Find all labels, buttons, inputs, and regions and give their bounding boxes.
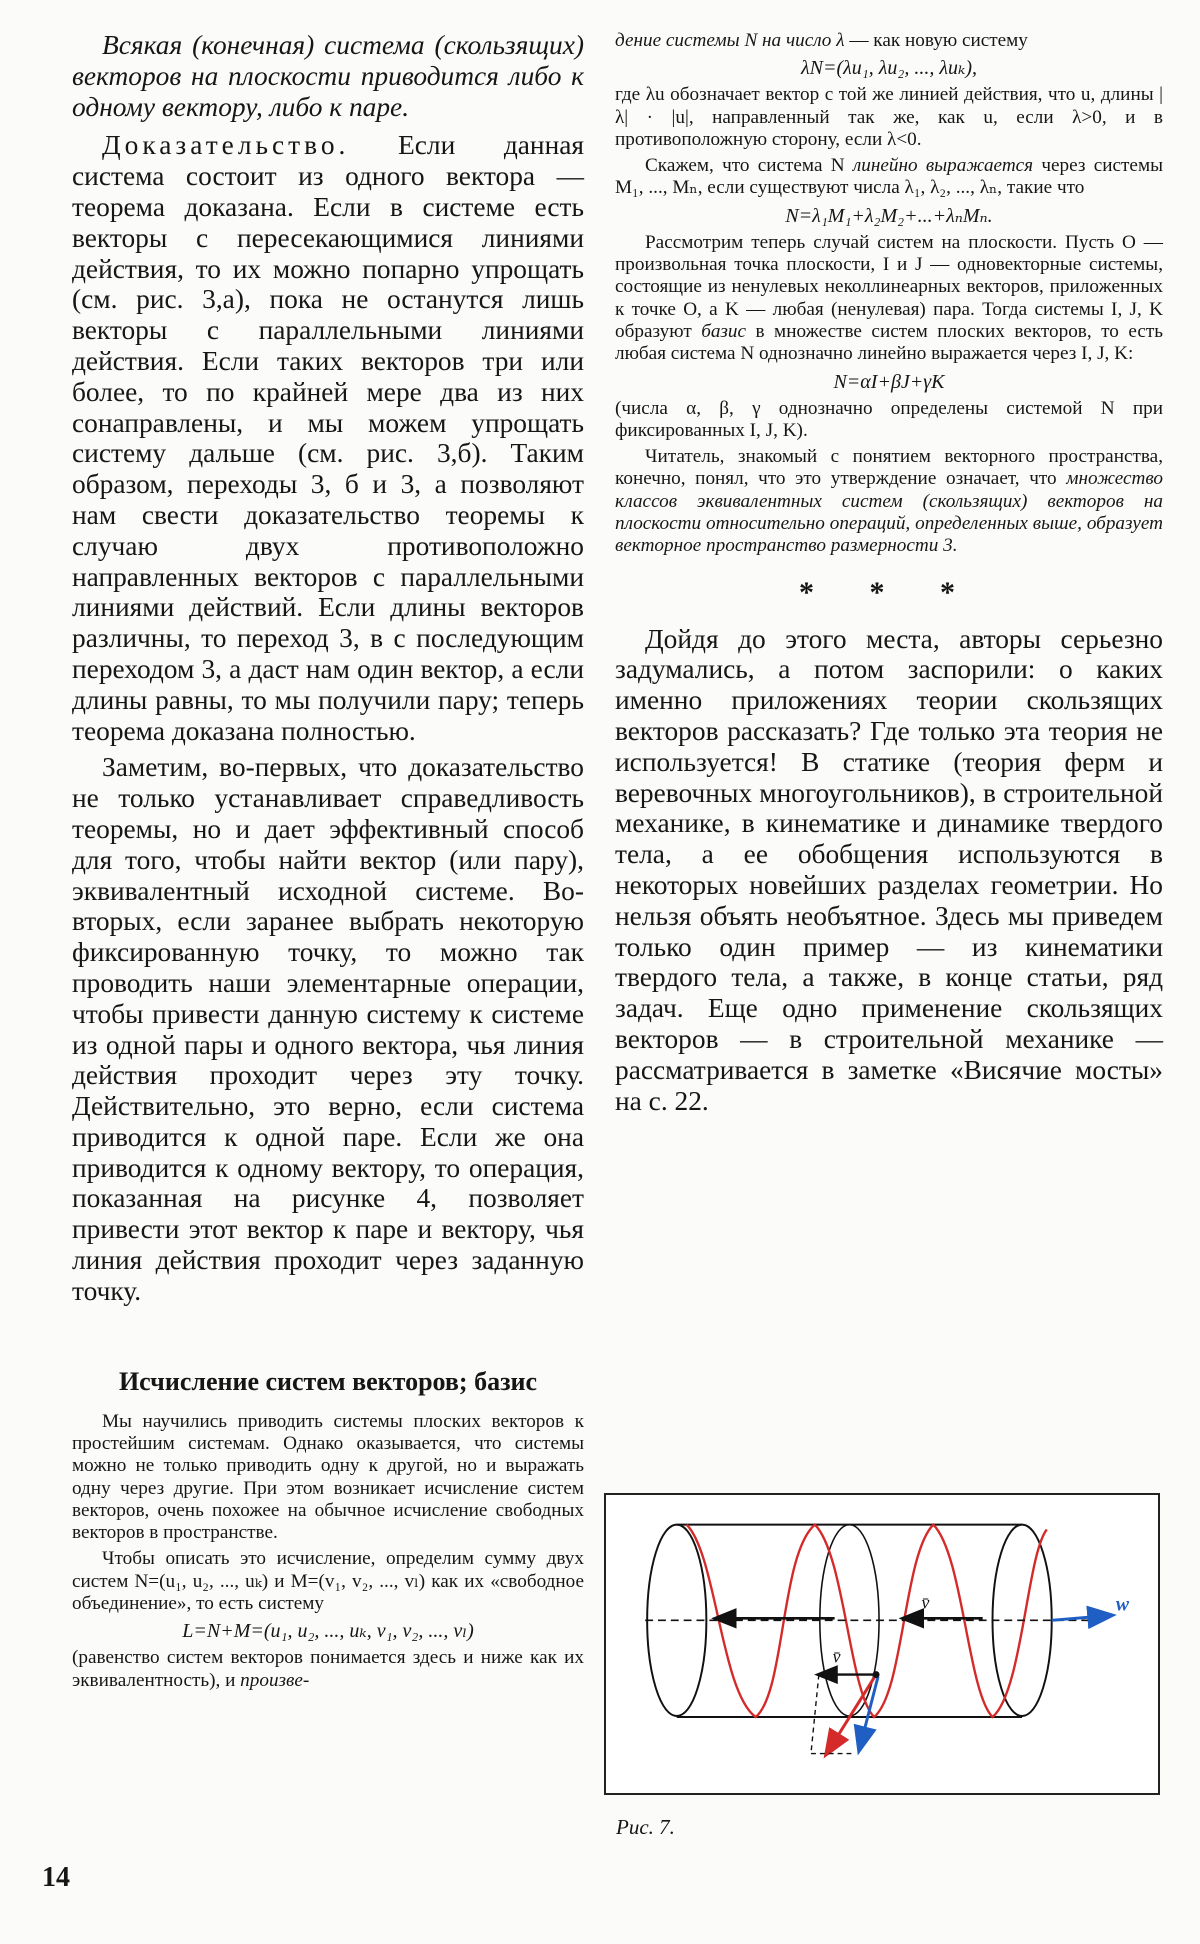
section-paragraph-3 [72, 1647, 584, 1692]
vector-space-text: Читатель, знакомый с понятием векторного пространства, конечно, понял, что это утверждение означает, что [615, 446, 1163, 490]
section-heading: Исчисление систем векторов; базис [118, 1366, 538, 1396]
page-number: 14 [42, 1862, 70, 1893]
linear-expression-italic: линейно выражается [852, 155, 1034, 177]
product-definition [615, 30, 1163, 52]
proof-label: Доказательство. [102, 130, 350, 161]
basis-paragraph [615, 232, 1163, 366]
formula-linear-combination: N=λ₁M₁+λ₂M₂+...+λₙMₙ. [785, 204, 993, 227]
coefficients-note: (числа α, β, γ однозначно определены системой N при фиксированных I, J, K). [615, 397, 1163, 441]
w-arrow [1052, 1615, 1111, 1620]
linear-expression-text-2: через системы M₁, ..., Mₙ, если существуют числа λ₁, λ₂, ..., λₙ, такие что [615, 155, 1163, 199]
section-paragraph-1: Мы научились приводить системы плоских векторов к простейшим системам. Однако оказывается, что системы можно не только приводить одну к другой, но и выражать одну через другие. При этом возникает исчисление систем векторов, очень похожее на обычное исчисление свободных векторов в пространстве. [72, 1410, 584, 1544]
formula-basis: N=αI+βJ+γK [833, 370, 945, 393]
figure-svg [606, 1495, 1158, 1793]
theorem-statement: Всякая (конечная) система (скользящих) векторов на плоскости приводится либо к одному вектору, либо к паре. [72, 30, 584, 122]
remark-paragraph: Заметим, во-первых, что доказательство не только устанавливает справедливость теоремы, но и дает эффективный способ для того, чтобы найти вектор (или пару), эквивалентный исходной системе. Во-вторых, если заранее выбрать некоторую фиксированную точку, то можно так проводить наши элементарные операции, чтобы привести данную систему к системе из одной пары и одного вектора, чья линия действия проходит через эту точку. Действительно, это верно, если система приводится к одной паре. Если же она приводится к одному вектору, то операция, показанная на рисунке 4, позволяет привести этот вектор к паре и вектору, чья линия действия проходит через заданную точку. [72, 752, 584, 1306]
section-paragraph-3-text: (равенство систем векторов понимается здесь и ниже как их эквивалентность), и [72, 1647, 584, 1691]
label-v-mid: v̄ [832, 1646, 841, 1667]
linear-expression-definition [615, 155, 1163, 200]
proof-text: Если данная система состоит из одного вектора — теорема доказана. Если в системе есть векторы с пересекающимися линиями действия, то их можно попарно упрощать (см. рис. 3,а), пока не останутся лишь векторы с параллельными линиями действия. Если таких векторов три или более, то по крайней мере два из них сонаправлены, и мы можем упрощать систему дальше (см. рис. 3,б). Таким образом, переходы 3, б и 3, а позволяют нам свести доказательство теоремы к случаю двух противоположно направленных векторов с параллельными линиями действий. Если длины векторов различны, то переход 3, в с последующим переходом 3, а даст нам один вектор, а если длины равны, то мы получили пару; теперь теорема доказана полностью. [72, 130, 584, 746]
figure-helix-cylinder [604, 1493, 1160, 1795]
basis-text-2: в множестве систем плоских векторов, то есть любая система N однозначно линейно выражается через I, J, K: [615, 320, 1163, 365]
right-column [615, 30, 1163, 1116]
formula-sum: L=N+M=(u₁, u₂, ..., uₖ, v₁, v₂, ..., vₗ) [182, 1620, 474, 1643]
product-definition-italic: дение системы N на число λ [615, 30, 845, 51]
label-w: w [1115, 1593, 1130, 1616]
left-column [72, 30, 584, 1692]
applications-paragraph: Дойдя до этого места, авторы серьезно задумались, а потом заспорили: о каких именно приложениях теории скользящих векторов рассказать? Где только эта теория не используется! В статике (теория ферм и веревочных многоугольников), в строительной механике, в кинематике и динамике твердого тела, а ее обобщения используются в некоторых новейших разделах геометрии. Но нельзя объять необъятное. Здесь мы приведем только один пример — из кинематики твердого тела, а также, в конце статьи, ряд задач. Еще одно применение скользящих векторов — в строительной механике — рассматривается в заметке «Висячие мосты» на с. 22. [615, 623, 1163, 1116]
basis-text-1: Рассмотрим теперь случай систем на плоскости. Пусть O — произвольная точка плоскости, I и J — одновекторные системы, состоящие из ненулевых неколлинеарных векторов, приложенных к точке O, а K — любая (ненулевая) пара. Тогда системы I, J, K образуют [615, 231, 1163, 342]
vector-space-italic: множество классов эквивалентных систем (скользящих) векторов на плоскости относительно операций, определенных выше, образует векторное пространство размерности 3. [615, 468, 1163, 557]
proof-paragraph [72, 130, 584, 746]
point-marker [873, 1671, 880, 1678]
figure-caption: Рис. 7. [616, 1815, 675, 1839]
vector-space-paragraph [615, 446, 1163, 557]
label-v-top: v̄ [921, 1592, 930, 1613]
lambda-u-explanation: где λu обозначает вектор с той же линией действия, что u, длины |λ| · |u|, направленный так же, как u, если λ>0, и в противоположную сторону, если λ<0. [615, 84, 1163, 150]
product-definition-text: — как новую систему [844, 30, 1028, 51]
linear-expression-text-1: Скажем, что система N [645, 155, 853, 177]
basis-italic: базис [701, 320, 747, 342]
formula-product: λN=(λu₁, λu₂, ..., λuₖ), [800, 57, 977, 80]
section-paragraph-3-italic: произве- [240, 1669, 310, 1691]
section-paragraph-2: Чтобы описать это исчисление, определим сумму двух систем N=(u₁, u₂, ..., uₖ) и M=(v₁, v₂, ..., vₗ) как их «свободное объединение», то есть систему [72, 1548, 584, 1615]
section-separator-stars: * * * [799, 575, 979, 609]
parallelogram-dash-1 [811, 1675, 819, 1754]
